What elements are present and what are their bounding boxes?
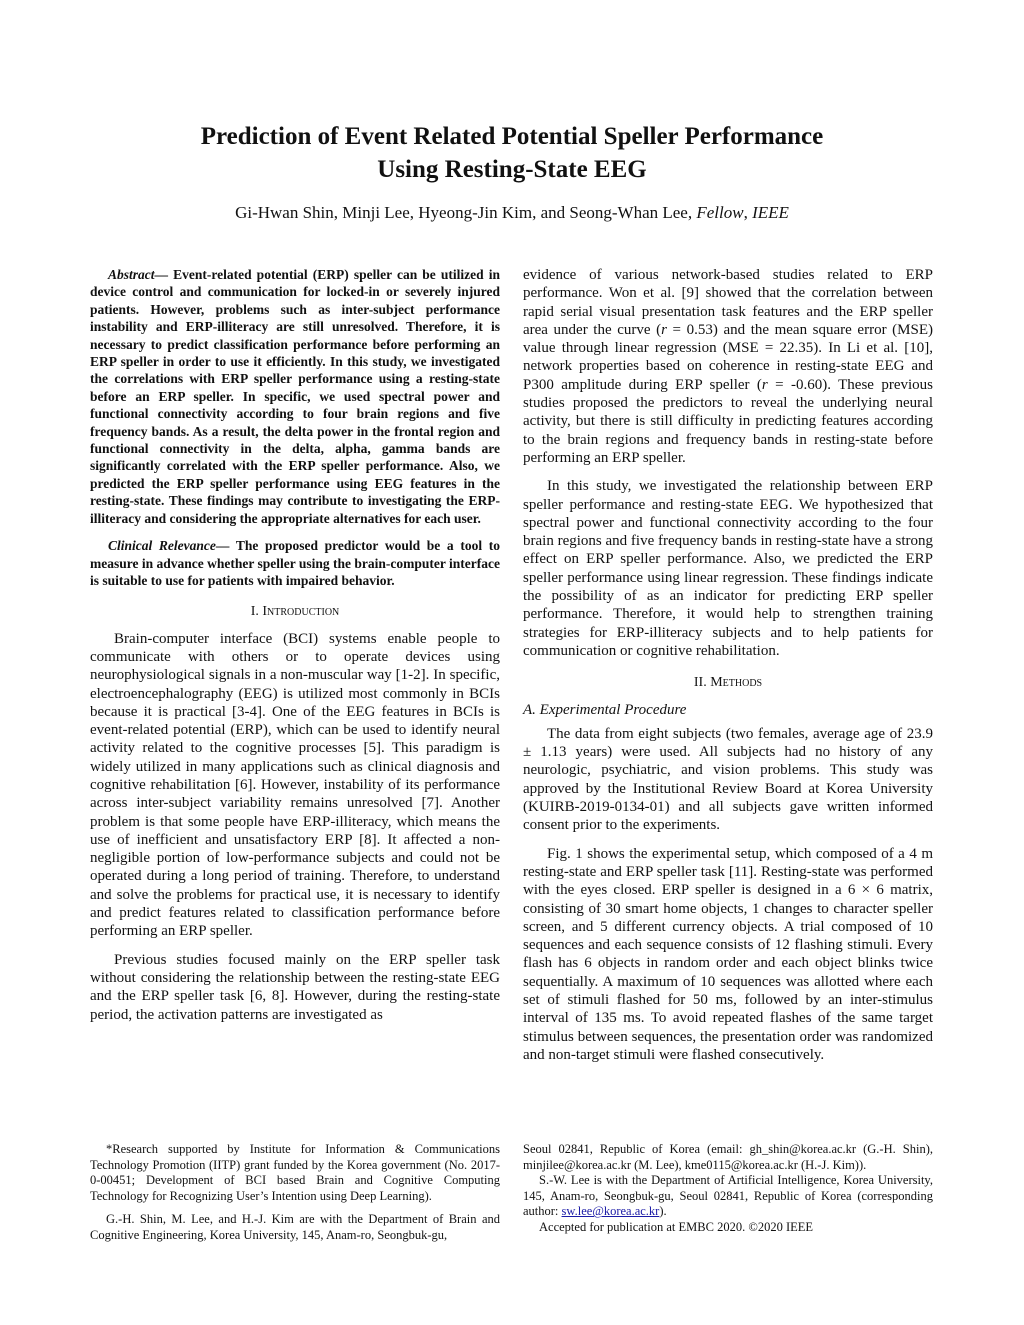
footnote-corresponding-close: ). xyxy=(659,1204,667,1219)
author-list xyxy=(80,202,944,224)
footnote-affiliation-1: G.-H. Shin, M. Lee, and H.-J. Kim are with the Department of Brain and Cognitive Engineering, Korea University, 145, Anam-ro, Seongbuk-gu, xyxy=(90,1212,500,1242)
right-paragraph-2: In this study, we investigated the relationship between ERP speller performance and resting-state EEG. We hypothesized that spectral power and functional connectivity according to the four brain regions and five frequency bands in resting-state have a strong effect on ERP speller performance. Also, we predicted the ERP speller performance using linear regression. These findings indicate the possibility of as an indicator for predicting ERP speller performance. Therefore, it would help to strengthen training strategies for ERP-illiteracy subjects and to help patients for communication or cognitive rehabilitation. xyxy=(523,478,933,659)
title-line-2: Using Resting-State EEG xyxy=(377,156,647,183)
section-heading-introduction: I. Introduction xyxy=(250,604,340,620)
r-symbol: r xyxy=(661,321,667,338)
methods-paragraph-1: The data from eight subjects (two females, average age of 23.9 ± 1.13 years) were used. All subjects had no history of any neurologic, psychiatric, and vision problems. This study was approved by the Institutional Review Board at Korea University (KUIRB-2019-0134-01) and all subjects gave written informed consent prior to the experiments. xyxy=(523,725,933,834)
section-heading-methods: II. Methods xyxy=(693,675,763,691)
corresponding-email-link[interactable]: sw.lee@korea.ac.kr xyxy=(561,1204,660,1219)
abstract-dash: — xyxy=(154,267,174,282)
footnote-funding: *Research supported by Institute for Information & Communications Technology Promotion (IITP) grant funded by the Korea government (No. 2017-0-00451; Development of BCI based Brain and Cognitive Computing Technology for Recognizing User’s Intention using Deep Learning). xyxy=(90,1142,500,1203)
authors-ieee: IEEE xyxy=(752,203,789,222)
clinical-dash: — xyxy=(215,538,236,554)
right-column xyxy=(523,266,933,1064)
authors-names: Gi-Hwan Shin, Minji Lee, Hyeong-Jin Kim, and Seong-Whan Lee, xyxy=(235,203,697,222)
authors-fellow: Fellow xyxy=(696,203,744,222)
abstract-text: Event-related potential (ERP) speller can be utilized in device control and communication for locked-in or severely injured patients. However, problems such as inter-subject performance instability and ERP-illiteracy are still unresolved. Therefore, it is necessary to predict classification performance before performing an ERP speller in order to use it efficiently. In this study, we investigated the correlations with ERP speller performance using a resting-state before an ERP speller. In specific, we used spectral power and functional connectivity according to four brain regions and five frequency bands. As a result, the delta power in the frontal region and functional connectivity in the delta, alpha, gamma bands are significantly correlated with the ERP speller performance. Also, we predicted the ERP speller performance using EEG features in the resting-state. These findings may contribute to investigating the ERP-illiteracy and considering the appropriate alternatives for each user. xyxy=(90,267,500,526)
footnote-corresponding-author xyxy=(523,1173,933,1220)
footnote-acceptance: Accepted for publication at EMBC 2020. ©2020 IEEE xyxy=(539,1219,814,1234)
footnote-affiliation-2: Seoul 02841, Republic of Korea (email: gh_shin@korea.ac.kr (G.-H. Shin), minjilee@korea.ac.kr (M. Lee), kme0115@korea.ac.kr (H.-J. Kim)). xyxy=(523,1142,933,1172)
footnote-right xyxy=(523,1142,933,1236)
methods-paragraph-2: Fig. 1 shows the experimental setup, which composed of a 4 m resting-state and ERP speller task [11]. Resting-state was performed with the eyes closed. ERP speller is designed in a 6 × 6 matrix, consisting of 30 smart home objects, 1 changes to character speller screen, and 5 different currency objects. A trial composed of 10 sequences and each sequence consists of 12 flashing stimuli. Every flash has 6 objects in random order and each object blinks twice sequentially. A maximum of 10 sequences was allotted where each set of stimuli flashed for 50 ms, followed by an inter-stimulus interval of 135 ms. To avoid repeated flashes of the same target stimulus between sequences, the presentation order was randomized and non-target stimuli were flashed consecutively. xyxy=(523,845,933,1063)
intro-paragraph-2: Previous studies focused mainly on the ERP speller task without considering the relationship between the resting-state EEG and the ERP speller task [6, 8]. However, during the resting-state period, the activation patterns are investigated as xyxy=(90,951,500,1023)
clinical-relevance xyxy=(90,537,500,589)
footnote-left xyxy=(90,1142,500,1244)
abstract-lead: Abstract xyxy=(108,267,155,282)
right-p1-part-a: evidence of various network-based studies related to ERP performance. Won et al. [9] showed that the correlation between rapid serial visual presentation task features and the ERP speller area under the curve ( xyxy=(523,267,933,338)
r-symbol: r xyxy=(761,376,768,393)
clinical-lead: Clinical Relevance xyxy=(108,538,216,554)
abstract xyxy=(90,266,500,527)
footnote-corresponding-text: S.-W. Lee is with the Department of Artificial Intelligence, Korea University, 145, Anam-ro, Seongbuk-gu, Seoul 02841, Republic of Korea (corresponding author: xyxy=(523,1173,933,1219)
right-p1-part-c: = -0.60). These previous studies proposed the predictors to reveal the underlying neural activity, but there is still difficulty in predicting features according to the brain regions and frequency bands in resting-state before performing an ERP speller. xyxy=(523,376,934,466)
clinical-text: The proposed predictor would be a tool to measure in advance whether speller using the brain-computer interface is suitable to use for patients with impaired behavior. xyxy=(90,538,500,588)
left-column xyxy=(90,266,500,1024)
paper-title xyxy=(80,120,944,186)
right-paragraph-1 xyxy=(523,266,933,467)
title-line-1: Prediction of Event Related Potential Speller Performance xyxy=(200,123,824,150)
authors-separator: , xyxy=(743,203,753,222)
right-p1-part-b: = 0.53) and the mean square error (MSE) value through linear regression (MSE = 22.35). In Li et al. [10], network properties based on coherence in resting-state EEG and P300 amplitude during ERP speller ( xyxy=(523,321,933,393)
subsection-heading-experimental-procedure: A. Experimental Procedure xyxy=(523,701,687,718)
intro-paragraph-1: Brain-computer interface (BCI) systems enable people to communicate with others or to operate devices using neurophysiological signals in a non-muscular way [1-2]. In specific, electroencephalography (EEG) is utilized most commonly in BCIs because it is practical [3-4]. One of the EEG features in BCIs is event-related potential (ERP), which can be used to identify neural activity related to the cognitive processes [5]. This paradigm is widely utilized in many applications such as clinical diagnosis and cognitive rehabilitation [6]. However, instability of its performance across inter-subject variability remains unresolved [7]. Another problem is that some people have ERP-illiteracy, which means the use of inefficient and unsatisfactory ERP [8]. It affected a non-negligible portion of low-performance subjects and could not be operated during a long period of training. Therefore, to understand and solve the problems for practical use, it is necessary to identify and predict features related to classification performance before performing an ERP speller. xyxy=(90,630,500,940)
